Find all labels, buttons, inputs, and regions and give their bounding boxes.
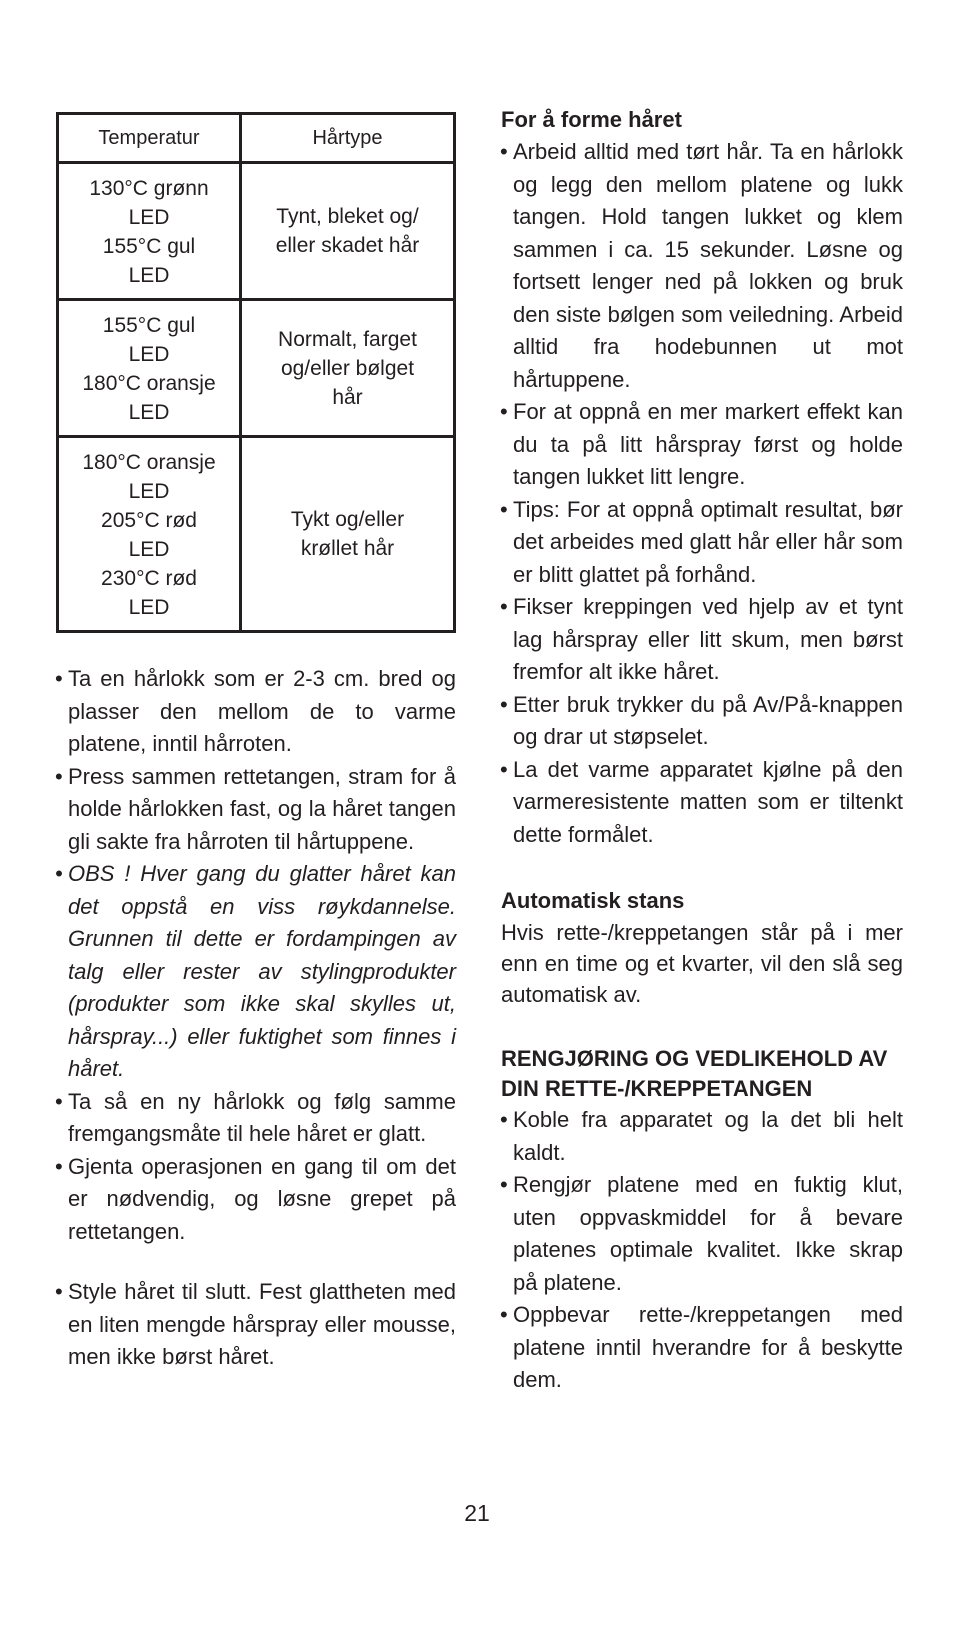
table-header-row	[58, 114, 455, 163]
list-item: • Style håret til slutt. Fest glattheten med en liten mengde hårspray eller mousse, men ikke børst håret.	[56, 1276, 456, 1374]
temperature-cell	[58, 437, 241, 632]
temperature-line: LED	[128, 264, 170, 287]
hair-type-line: Tynt, bleket og/	[276, 205, 419, 228]
temperature-line: 180°C oransje	[82, 372, 216, 395]
forme-list	[501, 136, 903, 851]
temperature-line: 155°C gul	[102, 235, 196, 258]
header-hair-type: Hårtype	[241, 114, 455, 163]
section-heading-cleaning: RENGJØRING OG VEDLIKEHOLD AV DIN RETTE-/KREPPETANGEN	[501, 1046, 888, 1101]
list-item: • Fikser kreppingen ved hjelp av et tynt lag hårspray eller litt skum, men børst fremfor alt ikke håret.	[501, 591, 903, 689]
hair-type-cell	[241, 300, 455, 437]
list-item: • Ta en hårlokk som er 2-3 cm. bred og plasser den mellom de to varme platene, inntil hårroten.	[56, 663, 456, 761]
table-row	[58, 300, 455, 437]
temperature-line: LED	[128, 538, 170, 561]
hair-type-line: krøllet hår	[300, 537, 395, 560]
temperature-cell	[58, 300, 241, 437]
temperature-line: 230°C rød	[101, 567, 197, 590]
straightening-steps-list	[56, 663, 456, 1374]
section-heading-forme: For å forme håret	[501, 107, 682, 132]
hair-type-cell	[241, 437, 455, 632]
temperature-line: 205°C rød	[101, 509, 197, 532]
list-item: • Press sammen rettetangen, stram for å holde hårlokken fast, og la håret tangen gli sakte fra hårroten til hårtuppene.	[56, 761, 456, 859]
list-item: • Oppbevar rette-/kreppetangen med platene inntil hverandre for å beskytte dem.	[501, 1299, 903, 1397]
list-item: • Ta så en ny hårlokk og følg samme fremgangsmåte til hele håret er glatt.	[56, 1086, 456, 1151]
hair-type-line: hår	[332, 385, 363, 409]
list-item: • Gjenta operasjonen en gang til om det er nødvendig, og løsne grepet på rettetangen.	[56, 1151, 456, 1249]
list-item: • Rengjør platene med en fuktig klut, uten oppvaskmiddel for å bevare platenes optimale kvalitet. Ikke skrap på platene.	[501, 1169, 903, 1299]
temperature-line: 180°C oransje	[82, 451, 216, 474]
hair-type-cell	[241, 163, 455, 300]
cleaning-list	[501, 1104, 903, 1397]
hair-type-line: eller skadet hår	[275, 234, 420, 257]
temperature-line: LED	[128, 343, 170, 366]
header-temperature: Temperatur	[58, 114, 241, 163]
hair-type-line: og/eller bølget	[280, 356, 415, 380]
temperature-cell	[58, 163, 241, 300]
list-item: • For at oppnå en mer markert effekt kan du ta på litt hårspray først og holde tangen lukket litt lengre.	[501, 396, 903, 494]
section-heading-auto-stop: Automatisk stans	[501, 888, 685, 913]
cleaning-section	[501, 1044, 903, 1397]
temperature-line: 155°C gul	[102, 314, 196, 337]
smoke-warning-item: • OBS ! Hver gang du glatter håret kan det oppstå en viss røykdannelse. Grunnen til dette er fordampingen av talg eller rester av stylingprodukter (produkter som ikke skal skylles ut, hårspray...) eller fuktighet som finnes i håret.	[56, 858, 456, 1086]
hair-type-line: Tykt og/eller	[290, 508, 405, 531]
auto-stop-text: Hvis rette-/kreppetangen står på i mer enn en time og et kvarter, vil den slå seg automatisk av.	[501, 920, 903, 1007]
list-item: • La det varme apparatet kjølne på den varmeresistente matten som er tiltenkt dette formålet.	[501, 754, 903, 852]
temperature-table	[56, 112, 456, 633]
temperature-line: LED	[128, 401, 170, 424]
auto-stop-section	[501, 885, 903, 1010]
temperature-line: 130°C grønn	[89, 177, 209, 200]
list-item: • Arbeid alltid med tørt hår. Ta en hårlokk og legg den mellom platene og lukk tangen. Hold tangen lukket og klem sammen i ca. 15 sekunder. Løsne og fortsett lenger ned på lokken og bruk den siste bølgen som veiledning. Arbeid alltid fra hodebunnen ut mot hårtuppene.	[501, 136, 903, 396]
table-row	[58, 437, 455, 632]
left-column	[56, 112, 456, 1374]
temperature-line: LED	[128, 480, 170, 503]
right-column	[501, 104, 903, 1397]
list-item: • Koble fra apparatet og la det bli helt kaldt.	[501, 1104, 903, 1169]
hair-type-line: Normalt, farget	[278, 327, 417, 351]
temperature-line: LED	[128, 206, 170, 229]
list-item: • Tips: For at oppnå optimalt resultat, bør det arbeides med glatt hår eller hår som er blitt glattet på forhånd.	[501, 494, 903, 592]
table-row	[58, 163, 455, 300]
temperature-line: LED	[128, 596, 170, 619]
list-item: • Etter bruk trykker du på Av/På-knappen og drar ut støpselet.	[501, 689, 903, 754]
page-number: 21	[464, 1500, 490, 1526]
